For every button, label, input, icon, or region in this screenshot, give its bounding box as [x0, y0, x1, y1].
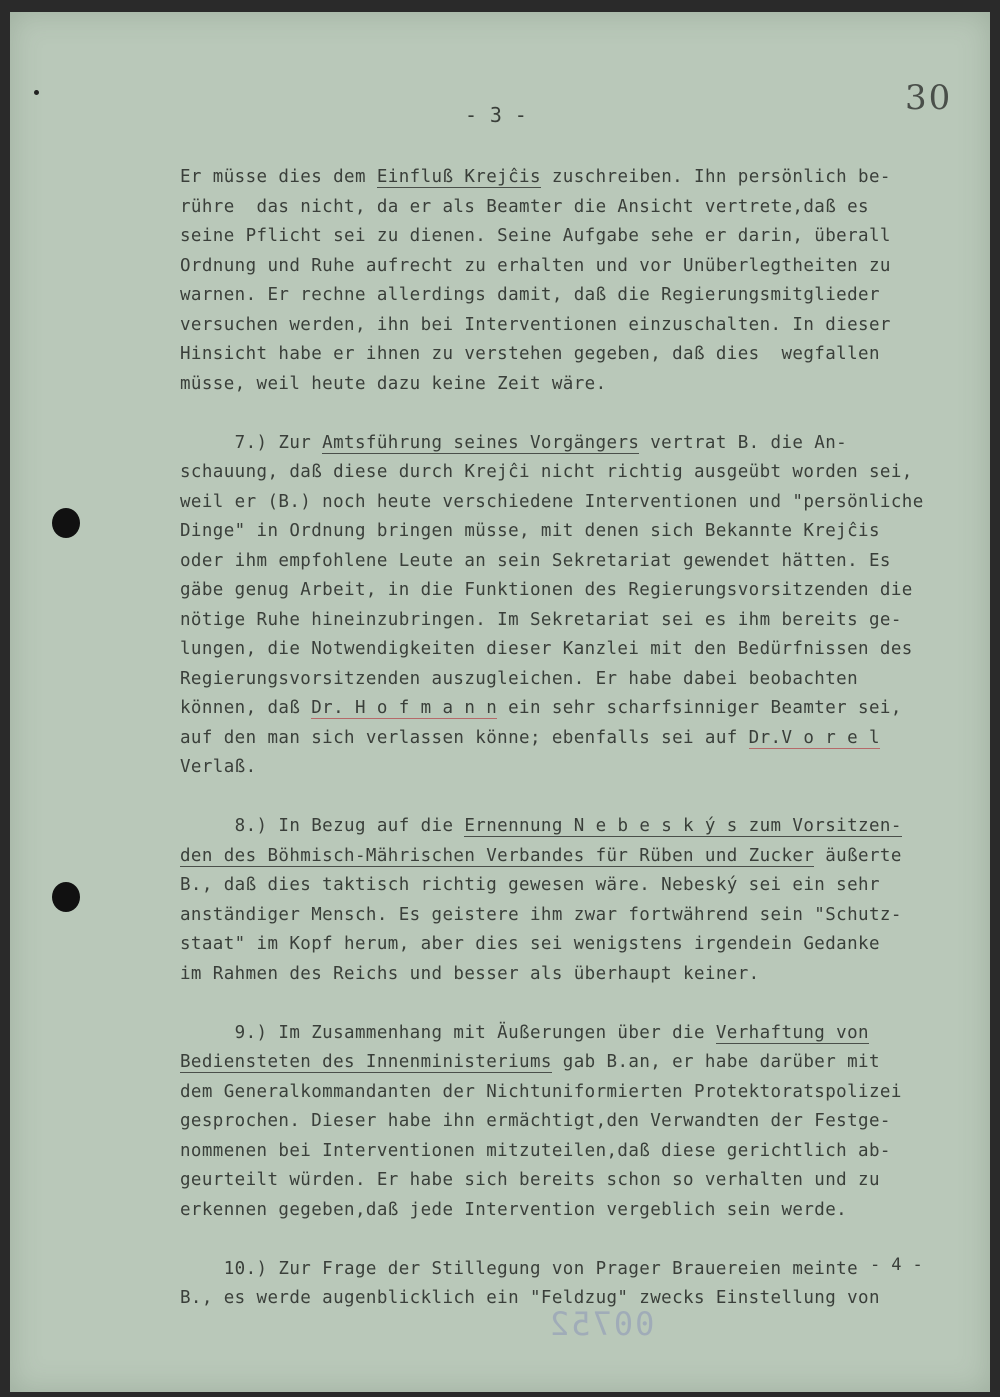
text-line: staat" im Kopf herum, aber dies sei wenigstens irgendein Gedanke [180, 934, 880, 954]
text-line: oder ihm empfohlene Leute an sein Sekretariat gewendet hätten. Es [180, 550, 891, 571]
text-line: den des Böhmisch-Mährischen Verbandes für Rüben und Zucker äußerte [180, 845, 902, 866]
text-line [180, 1225, 990, 1255]
text-line [180, 399, 990, 429]
text-line: geurteilt würden. Er habe sich bereits schon so verhalten und zu [180, 1170, 880, 1190]
underlined-phrase: Dr.V o r e l [748, 727, 880, 748]
underlined-phrase: den des Böhmisch-Mährischen Verbandes für Rüben und Zucker [180, 845, 815, 866]
text-line: erkennen gegeben,daß jede Intervention vergeblich sein werde. [180, 1199, 848, 1220]
text-line: nötige Ruhe hineinzubringen. Im Sekretariat sei es ihm bereits ge- [180, 609, 902, 630]
archive-folio-number: 30 [905, 78, 953, 118]
underlined-phrase: Amtsführung seines Vorgängers [322, 432, 640, 453]
text-line: Regierungsvorsitzenden auszugleichen. Er habe dabei beobachten [180, 668, 859, 689]
text-line: Er müsse dies dem Einfluß Krejĉis zuschreiben. Ihn persönlich be- [180, 167, 891, 187]
text-line [180, 783, 990, 813]
text-line: können, daß Dr. H o f m a n n ein sehr scharfsinniger Beamter sei, [180, 698, 902, 718]
body-text [180, 163, 990, 1314]
text-line: 7.) Zur Amtsführung seines Vorgängers vertrat B. die An- [180, 432, 848, 453]
underlined-phrase: Bediensteten des Innenministeriums [180, 1052, 552, 1072]
paper-speck [34, 90, 39, 95]
text-line: lungen, die Notwendigkeiten dieser Kanzlei mit den Bedürfnissen des [180, 639, 913, 659]
text-line: Dinge" in Ordnung bringen müsse, mit denen sich Bekannte Krejĉis [180, 521, 880, 541]
text-line: auf den man sich verlassen könne; ebenfalls sei auf Dr.V o r e l [180, 727, 880, 748]
underlined-phrase: Einfluß Krejĉis [376, 167, 541, 187]
continuation-marker: - 4 - [870, 1255, 924, 1275]
text-line: rühre das nicht, da er als Beamter die Ansicht vertrete,daß es [180, 196, 869, 217]
text-line: B., es werde augenblicklich ein "Feldzug" zwecks Einstellung von [180, 1288, 880, 1308]
text-line: B., daß dies taktisch richtig gewesen wäre. Nebeský sei ein sehr [180, 875, 880, 895]
punch-hole-top [52, 508, 80, 538]
text-line: im Rahmen des Reichs und besser als überhaupt keiner. [180, 963, 760, 984]
text-line: dem Generalkommandanten der Nichtuniformierten Protektoratspolizei [180, 1081, 902, 1102]
text-line: gesprochen. Dieser habe ihn ermächtigt,den Verwandten der Festge- [180, 1111, 891, 1131]
text-line: 10.) Zur Frage der Stillegung von Prager Brauereien meinte [180, 1258, 859, 1279]
text-line: seine Pflicht sei zu dienen. Seine Aufgabe sehe er darin, überall [180, 226, 891, 246]
punch-hole-bottom [52, 882, 80, 912]
underlined-phrase: Ernennung N e b e s k ý s zum Vorsitzen- [464, 816, 902, 836]
text-line: nommenen bei Interventionen mitzuteilen,daß diese gerichtlich ab- [180, 1140, 891, 1161]
text-line: gäbe genug Arbeit, in die Funktionen des Regierungsvorsitzenden die [180, 580, 913, 600]
text-line: anständiger Mensch. Es geistere ihm zwar fortwährend sein "Schutz- [180, 904, 902, 925]
text-line: versuchen werden, ihn bei Interventionen einzuschalten. In dieser [180, 314, 891, 335]
text-line: 8.) In Bezug auf die Ernennung N e b e s k ý s zum Vorsitzen- [180, 816, 902, 836]
text-line: müsse, weil heute dazu keine Zeit wäre. [180, 373, 607, 394]
underlined-phrase: Verhaftung von [715, 1022, 869, 1043]
archive-stamp-number: 00752 [548, 1305, 655, 1343]
text-line: 9.) Im Zusammenhang mit Äußerungen über die Verhaftung von [180, 1022, 869, 1043]
page-number: - 3 - [465, 103, 528, 127]
text-line: Hinsicht habe er ihnen zu verstehen gegeben, daß dies wegfallen [180, 344, 880, 364]
text-line: Ordnung und Ruhe aufrecht zu erhalten und vor Unüberlegtheiten zu [180, 255, 891, 276]
text-line: weil er (B.) noch heute verschiedene Interventionen und "persönliche [180, 491, 924, 512]
text-line: schauung, daß diese durch Krejĉi nicht richtig ausgeübt worden sei, [180, 462, 913, 482]
text-line [180, 989, 990, 1019]
text-line: Bediensteten des Innenministeriums gab B.an, er habe darüber mit [180, 1052, 880, 1072]
underlined-phrase: Dr. H o f m a n n [311, 698, 498, 718]
text-line: warnen. Er rechne allerdings damit, daß die Regierungsmitglieder [180, 285, 880, 305]
text-line: Verlaß. [180, 757, 257, 777]
